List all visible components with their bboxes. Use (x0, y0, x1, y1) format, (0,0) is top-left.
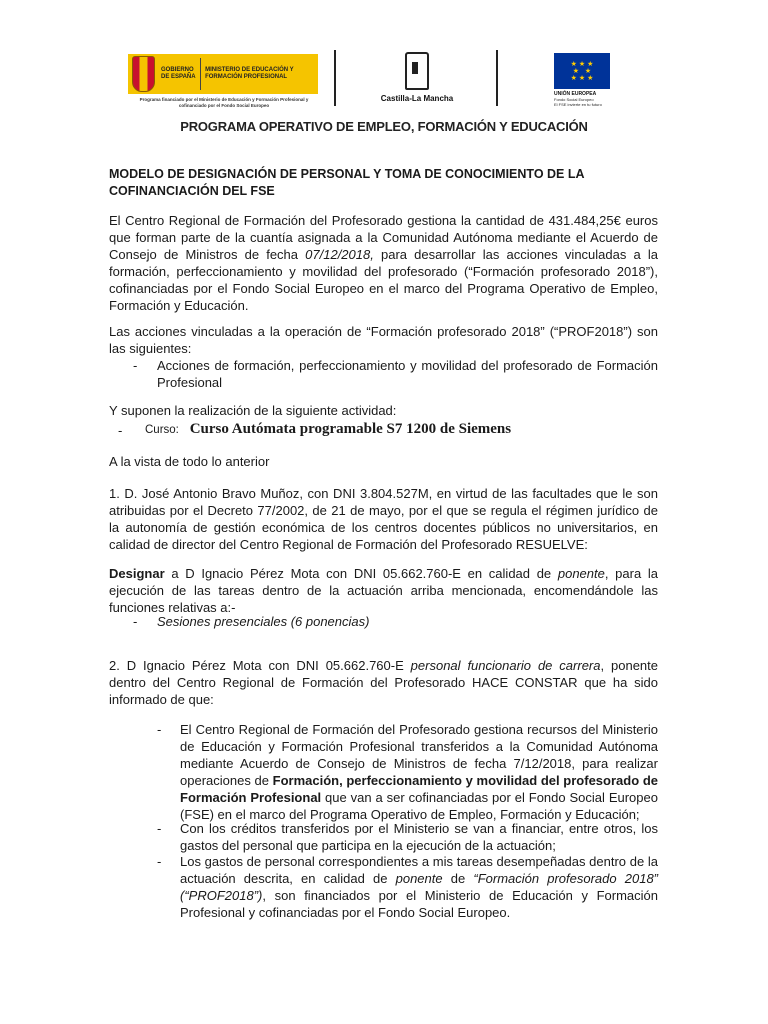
paragraph-designation: Designar a D Ignacio Pérez Mota con DNI 05.662.760-E en calidad de ponente, para la ejecución de las tareas dentro de la actuación arriba mencionada, encomendándole las funciones relativas a:- (109, 566, 658, 615)
document-title (109, 166, 658, 200)
list-dash: - (157, 854, 162, 869)
ministry-text: MINISTERIO DE EDUCACIÓN Y FORMACIÓN PROFESIONAL (205, 67, 294, 80)
list-dash: - (157, 821, 162, 836)
eu-fund: Fondo Social Europeo (554, 97, 594, 102)
header-logos (124, 50, 644, 110)
course-line (145, 420, 658, 439)
government-ministry-logo (128, 54, 318, 94)
paragraph-director: 1. D. José Antonio Bravo Muñoz, con DNI 3.804.527M, en virtud de las facultades que le son atribuidas por el Decreto 77/2002, de 21 de mayo, por el que se regula el régimen jurídico de la autonomía de gestión económica de los centros docentes públicos no universitarios, en calidad de director del Centro Regional de Formación del Profesorado RESUELVE: (109, 486, 658, 552)
castilla-la-mancha-logo (372, 50, 462, 110)
paragraph-preamble: A la vista de todo lo anterior (109, 454, 270, 469)
european-union-logo (554, 53, 614, 113)
title-line-1: MODELO DE DESIGNACIÓN DE PERSONAL Y TOMA DE CONOCIMIENTO DE LA (109, 167, 585, 181)
eu-name: UNIÓN EUROPEA (554, 91, 597, 97)
divider-line (496, 50, 498, 106)
region-name: Castilla-La Mancha (380, 94, 454, 103)
gov-caption: Programa financiado por el Ministerio de Educación y Formación Profesional y cofinanciado por el Fondo Social Europeo (139, 97, 309, 108)
castle-icon (405, 52, 429, 90)
program-title: PROGRAMA OPERATIVO DE EMPLEO, FORMACIÓN Y EDUCACIÓN (180, 119, 588, 134)
agreement-date: 07/12/2018, (305, 247, 374, 262)
list-dash: - (133, 358, 138, 373)
course-label: Curso: (145, 424, 179, 436)
eu-slogan: El FSE invierte en tu futuro (554, 102, 602, 107)
gov-text: GOBIERNO DE ESPAÑA (161, 67, 196, 80)
paragraph-funding: El Centro Regional de Formación del Profesorado gestiona la cantidad de 431.484,25€ euros que forman parte de la cuantía asignada a la Comunidad Autónoma mediante el Acuerdo de Consejo de Ministros de fecha 07/12/2018, para desarrollar las acciones vinculadas a la formación, perfeccionamiento y movilidad del profesorado (“Formación profesorado 2018”), cofinanciadas por el Fondo Social Europeo en el marco del Programa Operativo de Empleo, Formación y Educación. (109, 213, 658, 313)
spain-coat-of-arms-icon (132, 56, 155, 92)
eu-flag-icon: ★ ★ ★ ★ ★ ★ ★ ★ (554, 53, 610, 89)
paragraph-activity: Y suponen la realización de la siguiente actividad: (109, 403, 397, 418)
divider-line (334, 50, 336, 106)
list-item-credits: Con los créditos transferidos por el Ministerio se van a financiar, entre otros, los gastos del personal que participa en la ejecución de la actuación; (180, 821, 658, 853)
list-item-costs: Los gastos de personal correspondientes a mis tareas desempeñadas dentro de la actuación descrita, en calidad de ponente de “Formación profesorado 2018” (“PROF2018”), son financiados por el Ministerio de Educación y Formación Profesional y cofinanciadas por el Fondo Social Europeo. (180, 854, 659, 920)
list-item-sessions: Sesiones presenciales (6 ponencias) (157, 614, 370, 629)
designar-keyword: Designar (109, 566, 165, 581)
course-title: Curso Autómata programable S7 1200 de Siemens (189, 421, 512, 437)
title-line-2: COFINANCIACIÓN DEL FSE (109, 184, 275, 198)
paragraph-speaker: 2. D Ignacio Pérez Mota con DNI 05.662.760-E personal funcionario de carrera, ponente dentro del Centro Regional de Formación del Profesorado HACE CONSTAR que ha sido informado de que: (109, 658, 659, 707)
list-item-action: Acciones de formación, perfeccionamiento y movilidad del profesorado de Formación Profesional (157, 358, 658, 390)
list-dash: - (157, 722, 162, 737)
list-item-resources: El Centro Regional de Formación del Profesorado gestiona recursos del Ministerio de Educación y Formación Profesional transferidos a la Comunidad Autónoma mediante Acuerdo de Consejo de Ministros de fecha 7/12/2018, para realizar operaciones de Formación, perfeccionamiento y movilidad del profesorado de Formación Profesional que van a ser cofinanciadas por el Fondo Social Europeo (FSE) en el marco del Programa Operativo de Empleo, Formación y Educación; (180, 722, 658, 822)
list-dash: - (133, 614, 138, 629)
paragraph-actions: Las acciones vinculadas a la operación de “Formación profesorado 2018” (“PROF2018”) son las siguientes: (109, 324, 658, 356)
list-dash: - (118, 423, 123, 438)
